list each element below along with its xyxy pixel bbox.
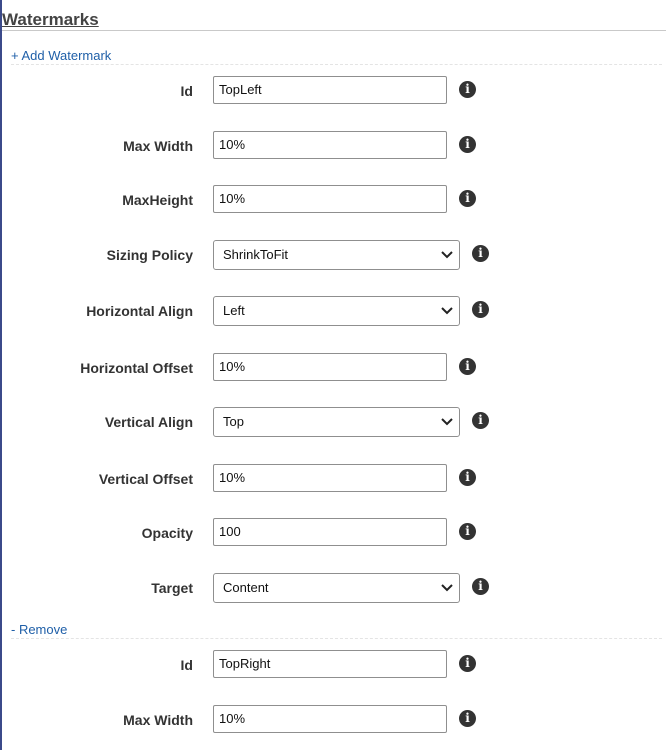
max-height-label: MaxHeight — [122, 192, 193, 208]
vertical-offset-label: Vertical Offset — [98, 471, 193, 487]
chevron-down-icon — [441, 306, 453, 316]
row-max-width — [0, 131, 666, 161]
row-horizontal-align — [0, 296, 666, 326]
vertical-offset-field[interactable]: 10% — [213, 464, 447, 492]
info-icon[interactable]: i — [459, 358, 476, 375]
info-icon[interactable]: i — [459, 81, 476, 98]
opacity-field[interactable]: 100 — [213, 518, 447, 546]
section-title: Watermarks — [2, 10, 99, 29]
chevron-down-icon — [441, 250, 453, 260]
chevron-down-icon — [441, 583, 453, 593]
id-field[interactable]: TopRight — [213, 650, 447, 678]
info-icon[interactable]: i — [472, 245, 489, 262]
horizontal-align-value: Left — [223, 303, 245, 318]
id-label: Id — [180, 657, 193, 673]
horizontal-align-select[interactable] — [213, 296, 460, 326]
info-icon[interactable]: i — [459, 655, 476, 672]
horizontal-offset-field[interactable]: 10% — [213, 353, 447, 381]
row-max-height — [0, 185, 666, 215]
add-watermark-link[interactable]: + Add Watermark — [11, 48, 112, 63]
max-height-field[interactable]: 10% — [213, 185, 447, 213]
row-horizontal-offset — [0, 353, 666, 383]
info-icon[interactable]: i — [459, 523, 476, 540]
sizing-policy-label: Sizing Policy — [106, 247, 193, 263]
row-vertical-offset — [0, 464, 666, 494]
row-max-width — [0, 705, 666, 735]
horizontal-offset-label: Horizontal Offset — [80, 360, 193, 376]
title-divider — [2, 30, 666, 31]
id-label: Id — [180, 83, 193, 99]
remove-watermark-link[interactable]: - Remove — [11, 622, 68, 637]
info-icon[interactable]: i — [472, 412, 489, 429]
link-divider — [11, 64, 662, 65]
opacity-label: Opacity — [141, 525, 193, 541]
max-width-label: Max Width — [123, 712, 193, 728]
row-target — [0, 573, 666, 603]
max-width-field[interactable]: 10% — [213, 705, 447, 733]
target-select[interactable] — [213, 573, 460, 603]
max-width-field[interactable]: 10% — [213, 131, 447, 159]
info-icon[interactable]: i — [472, 301, 489, 318]
row-sizing-policy — [0, 240, 666, 270]
vertical-align-label: Vertical Align — [104, 414, 193, 430]
info-icon[interactable]: i — [459, 469, 476, 486]
row-id — [0, 76, 666, 106]
sizing-policy-value: ShrinkToFit — [223, 247, 289, 262]
id-field[interactable]: TopLeft — [213, 76, 447, 104]
row-id — [0, 650, 666, 680]
vertical-align-value: Top — [223, 414, 244, 429]
target-value: Content — [223, 580, 269, 595]
link-divider — [11, 638, 662, 639]
row-vertical-align — [0, 407, 666, 437]
info-icon[interactable]: i — [459, 136, 476, 153]
info-icon[interactable]: i — [459, 190, 476, 207]
max-width-label: Max Width — [123, 138, 193, 154]
target-label: Target — [151, 580, 193, 596]
horizontal-align-label: Horizontal Align — [86, 303, 193, 319]
row-opacity — [0, 518, 666, 548]
chevron-down-icon — [441, 417, 453, 427]
info-icon[interactable]: i — [459, 710, 476, 727]
info-icon[interactable]: i — [472, 578, 489, 595]
vertical-align-select[interactable] — [213, 407, 460, 437]
sizing-policy-select[interactable] — [213, 240, 460, 270]
